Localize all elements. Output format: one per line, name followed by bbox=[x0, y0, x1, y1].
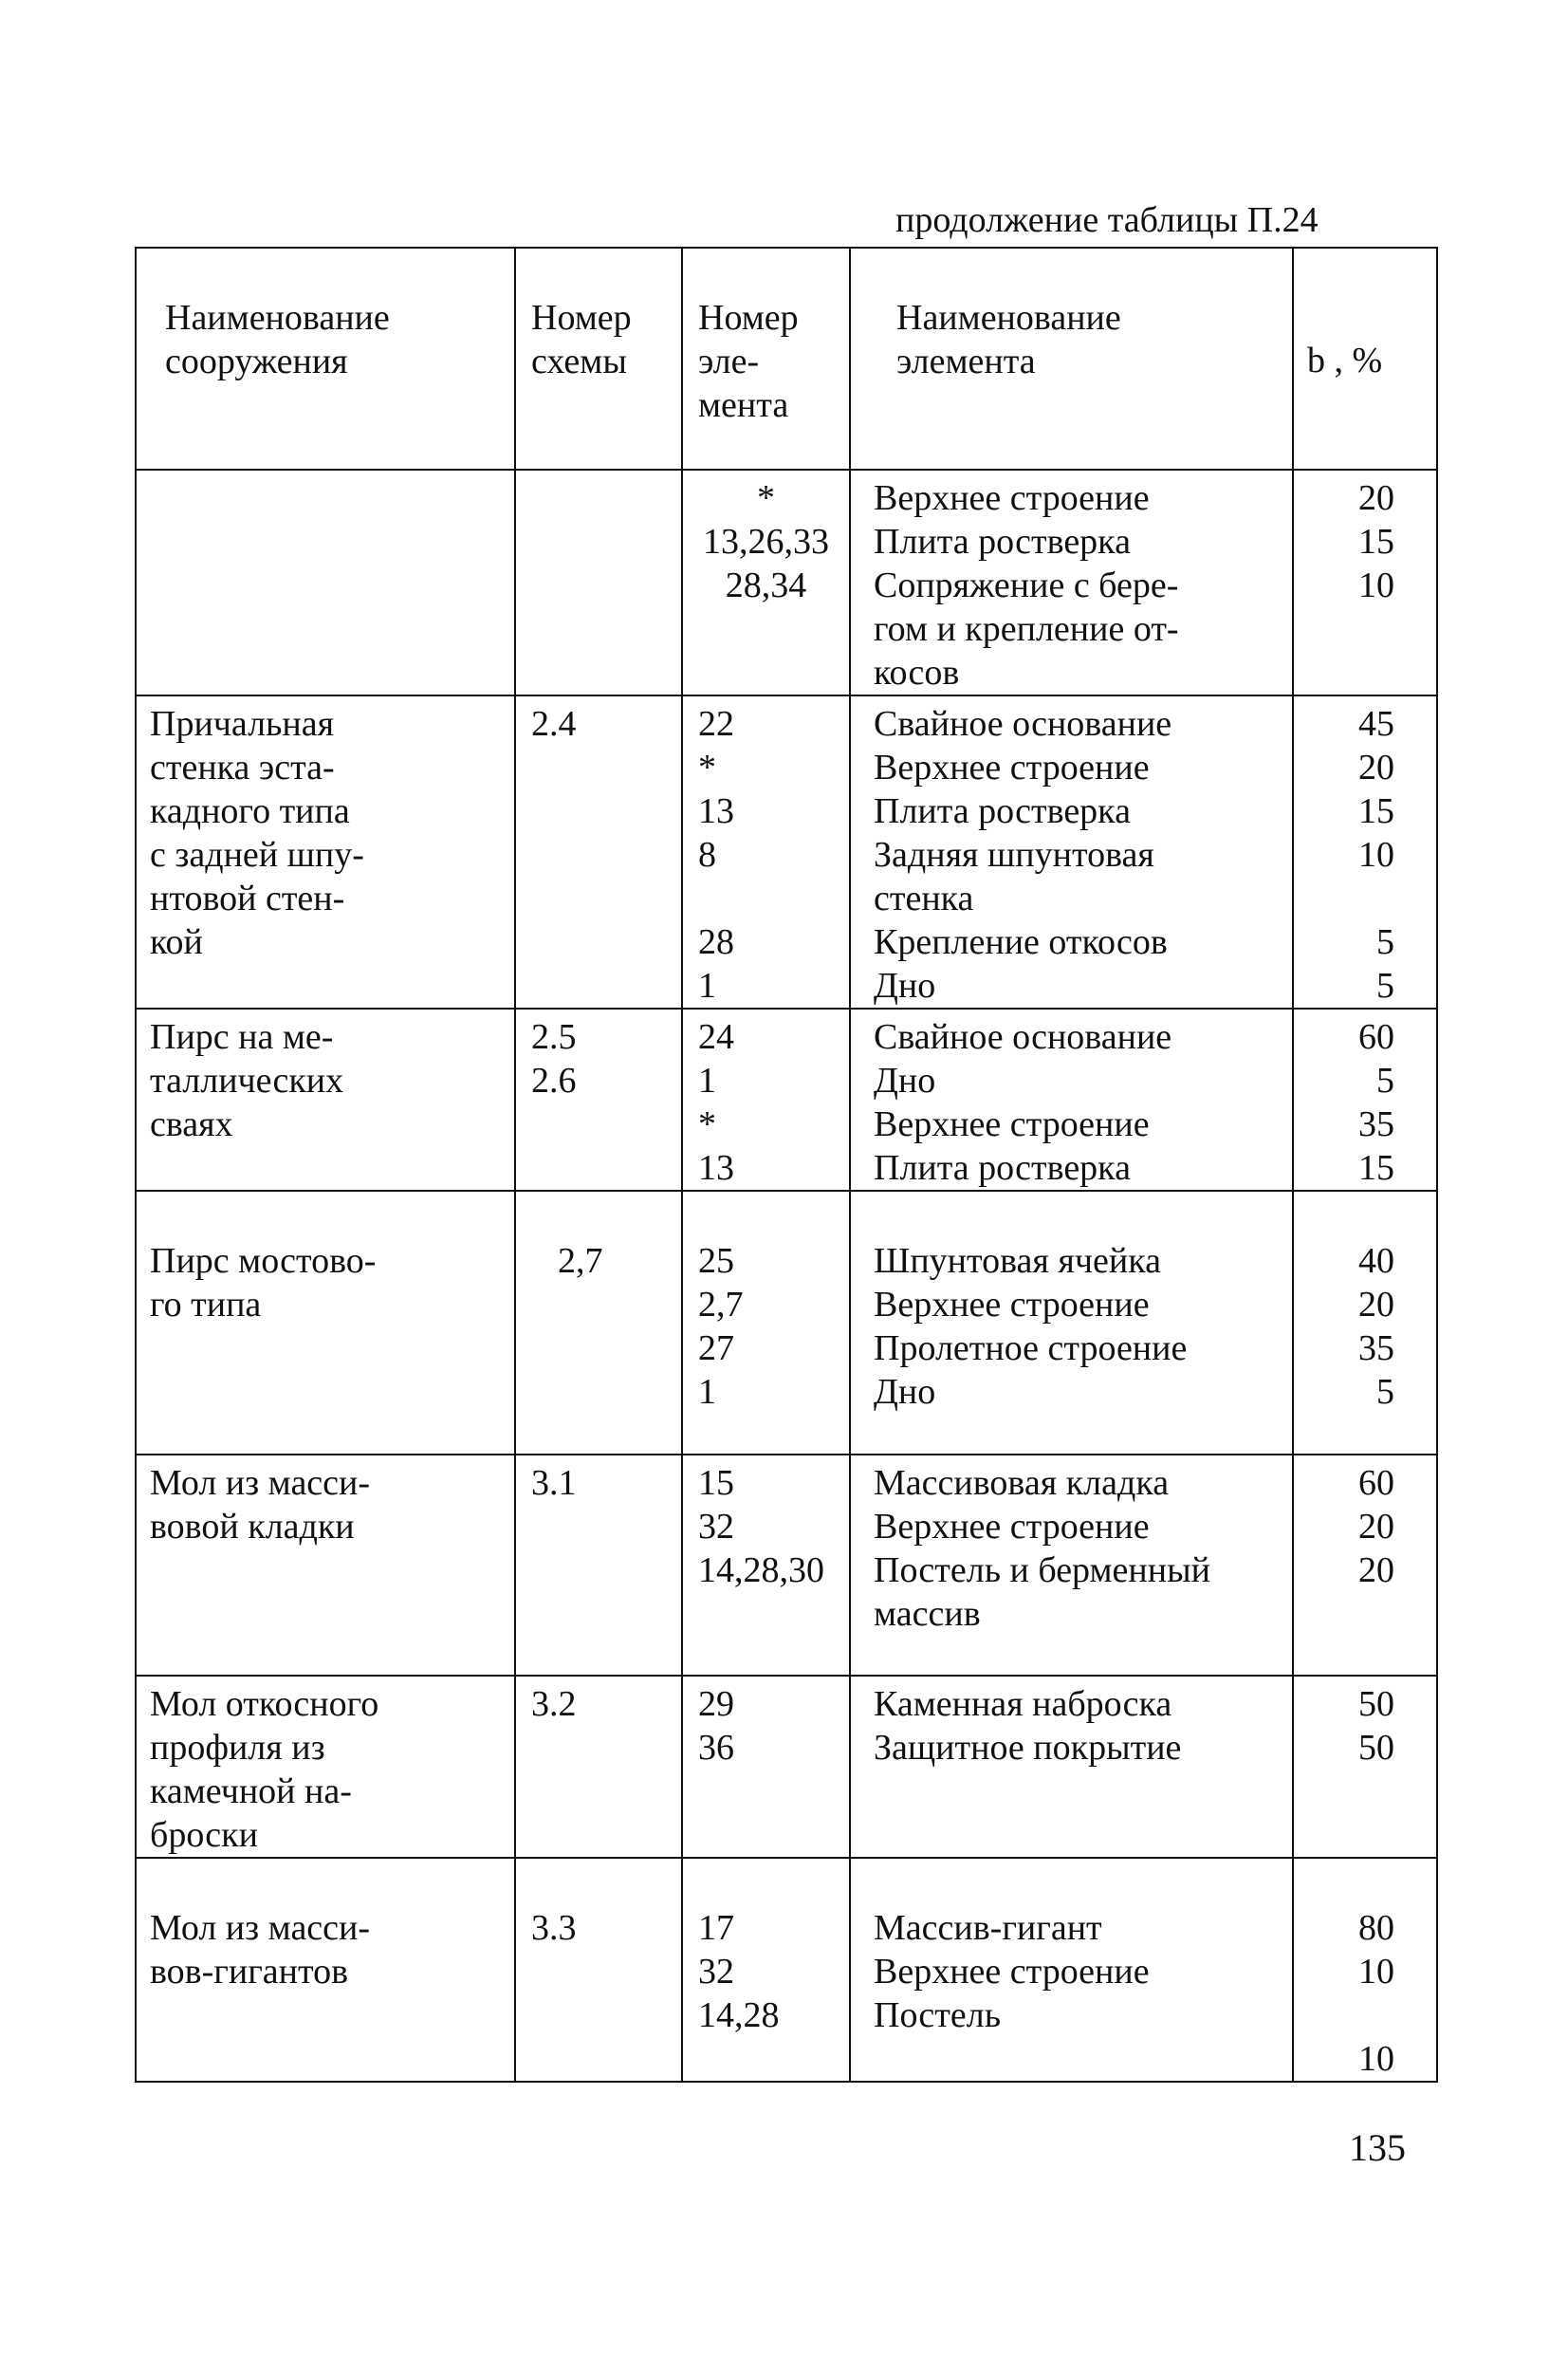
element-numbers: 29 36 bbox=[698, 1684, 734, 1768]
table-row bbox=[136, 1455, 1437, 1676]
scheme-number: 3.1 bbox=[531, 1463, 577, 1503]
table-row bbox=[136, 695, 1437, 1009]
table-row bbox=[136, 1676, 1437, 1858]
data-table bbox=[135, 247, 1438, 2083]
table-caption: продолжение таблицы П.24 bbox=[895, 200, 1319, 240]
element-names: Шпунтовая ячейка Верхнее строение Пролетное строение Дно bbox=[874, 1241, 1188, 1412]
b-values: 60 5 35 15 bbox=[1358, 1017, 1394, 1188]
element-names: Свайное основание Верхнее строение Плита ростверка Задняя шпунтовая стенка Крепление откосов Дно bbox=[874, 704, 1172, 1006]
scheme-number: 2.5 2.6 bbox=[531, 1017, 577, 1101]
table-header-row bbox=[136, 248, 1437, 470]
scheme-number: 2,7 bbox=[558, 1241, 603, 1281]
scheme-number: 3.3 bbox=[531, 1908, 577, 1948]
element-numbers: 15 32 14,28,30 bbox=[698, 1463, 824, 1590]
page-number: 135 bbox=[1349, 2126, 1406, 2169]
scheme-number: 3.2 bbox=[531, 1684, 577, 1724]
element-names: Массивовая кладка Верхнее строение Постель и берменный массив bbox=[874, 1463, 1210, 1634]
header-structure-name bbox=[136, 248, 515, 470]
header-element-number bbox=[682, 248, 850, 470]
b-values: 45 20 15 10 5 5 bbox=[1358, 704, 1394, 1006]
header-b-label: b , % bbox=[1307, 341, 1383, 380]
structure-name: Причальная стенка эста- кадного типа с задней шпу- нтовой стен- кой bbox=[150, 704, 364, 962]
element-numbers: * 13,26,33 28,34 bbox=[703, 478, 829, 605]
scheme-number: 2.4 bbox=[531, 704, 577, 744]
structure-name bbox=[137, 471, 514, 476]
b-values: 20 15 10 bbox=[1358, 478, 1394, 605]
header-scheme-label: Номер схемы bbox=[531, 298, 632, 381]
header-element-number-label: Номер эле- мента bbox=[698, 298, 799, 425]
element-numbers: 24 1 * 13 bbox=[698, 1017, 734, 1188]
element-names: Каменная наброска Защитное покрытие bbox=[874, 1684, 1182, 1768]
structure-name: Пирс мостово- го типа bbox=[150, 1241, 377, 1325]
scheme-number bbox=[516, 471, 681, 476]
b-values: 40 20 35 5 bbox=[1358, 1241, 1394, 1412]
header-structure-label: Наименование сооружения bbox=[165, 298, 390, 381]
structure-name: Мол откосного профиля из камечной на- броски bbox=[150, 1684, 379, 1855]
element-numbers: 22 * 13 8 28 1 bbox=[698, 704, 734, 1006]
header-element-name bbox=[850, 248, 1293, 470]
b-values: 80 10 10 bbox=[1358, 1908, 1394, 2079]
table-row bbox=[136, 470, 1437, 695]
header-b-percent bbox=[1293, 248, 1437, 470]
structure-name: Мол из масси- вовой кладки bbox=[150, 1463, 371, 1547]
b-values: 50 50 bbox=[1358, 1684, 1394, 1768]
structure-name: Мол из масси- вов-гигантов bbox=[150, 1908, 371, 1992]
table-row bbox=[136, 1009, 1437, 1191]
element-numbers: 25 2,7 27 1 bbox=[698, 1241, 744, 1412]
element-names: Свайное основание Дно Верхнее строение Плита ростверка bbox=[874, 1017, 1172, 1188]
element-names: Массив-гигант Верхнее строение Постель bbox=[874, 1908, 1150, 2035]
table-row bbox=[136, 1191, 1437, 1455]
element-names: Верхнее строение Плита ростверка Сопряжение с бере- гом и крепление от- косов bbox=[874, 478, 1179, 693]
structure-name: Пирс на ме- таллических сваях bbox=[150, 1017, 344, 1144]
b-values: 60 20 20 bbox=[1358, 1463, 1394, 1590]
header-scheme-number bbox=[515, 248, 682, 470]
element-numbers: 17 32 14,28 bbox=[698, 1908, 780, 2035]
table-row bbox=[136, 1858, 1437, 2082]
header-element-name-label: Наименование элемента bbox=[896, 298, 1121, 381]
